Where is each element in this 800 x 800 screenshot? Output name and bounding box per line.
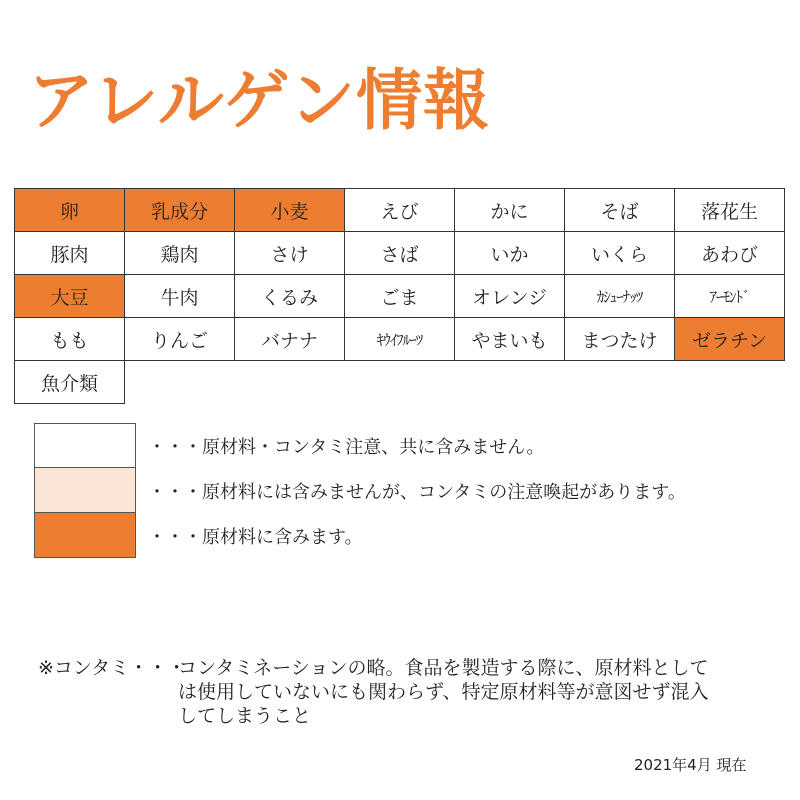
allergen-cell: さけ <box>235 232 345 275</box>
note-body <box>178 656 768 728</box>
page-title: アレルゲン情報 <box>28 62 491 139</box>
allergen-table <box>14 188 785 404</box>
legend-swatch <box>34 513 136 558</box>
allergen-cell: 鶏肉 <box>125 232 235 275</box>
allergen-cell: 小麦 <box>235 189 345 232</box>
allergen-cell: 大豆 <box>15 275 125 318</box>
allergen-cell: やまいも <box>455 318 565 361</box>
allergen-cell: 牛肉 <box>125 275 235 318</box>
allergen-cell: そば <box>565 189 675 232</box>
allergen-cell: あわび <box>675 232 785 275</box>
table-row <box>15 361 785 404</box>
table-row <box>15 275 785 318</box>
note-heading: ※コンタミ・・・ <box>38 657 187 679</box>
allergen-cell: 落花生 <box>675 189 785 232</box>
legend-swatch <box>34 423 136 468</box>
table-row <box>15 189 785 232</box>
allergen-cell: いか <box>455 232 565 275</box>
table-row <box>15 232 785 275</box>
legend-text: ・・・原材料には含みませんが、コンタミの注意喚起があります。 <box>148 482 686 503</box>
allergen-cell: 乳成分 <box>125 189 235 232</box>
empty-cell <box>345 361 455 404</box>
note-line: は使用していないにも関わらず、特定原材料等が意図せず混入 <box>178 681 709 703</box>
allergen-cell: 豚肉 <box>15 232 125 275</box>
allergen-cell: いくら <box>565 232 675 275</box>
empty-cell <box>125 361 235 404</box>
allergen-cell: くるみ <box>235 275 345 318</box>
allergen-cell: えび <box>345 189 455 232</box>
allergen-cell: 卵 <box>15 189 125 232</box>
allergen-cell: ｱｰﾓﾝﾄﾞ <box>675 275 785 318</box>
table-row <box>15 318 785 361</box>
empty-cell <box>675 361 785 404</box>
legend-text: ・・・原材料に含みます。 <box>148 527 363 548</box>
allergen-cell: ｶｼｭｰﾅｯﾂ <box>565 275 675 318</box>
legend-swatch <box>34 468 136 513</box>
date-stamp: 2021年4月 現在 <box>634 756 747 774</box>
allergen-cell: もも <box>15 318 125 361</box>
allergen-cell: かに <box>455 189 565 232</box>
allergen-cell: ゼラチン <box>675 318 785 361</box>
allergen-cell: まつたけ <box>565 318 675 361</box>
allergen-cell: ごま <box>345 275 455 318</box>
empty-cell <box>565 361 675 404</box>
allergen-cell: オレンジ <box>455 275 565 318</box>
allergen-cell: バナナ <box>235 318 345 361</box>
note-line: コンタミネーションの略。食品を製造する際に、原材料として <box>178 657 709 679</box>
allergen-cell: 魚介類 <box>15 361 125 404</box>
note-line: してしまうこと <box>178 705 312 727</box>
legend-text: ・・・原材料・コンタミ注意、共に含みません。 <box>148 437 545 458</box>
empty-cell <box>235 361 345 404</box>
allergen-cell: りんご <box>125 318 235 361</box>
empty-cell <box>455 361 565 404</box>
allergen-cell: さば <box>345 232 455 275</box>
allergen-cell: ｷｳｲﾌﾙｰﾂ <box>345 318 455 361</box>
